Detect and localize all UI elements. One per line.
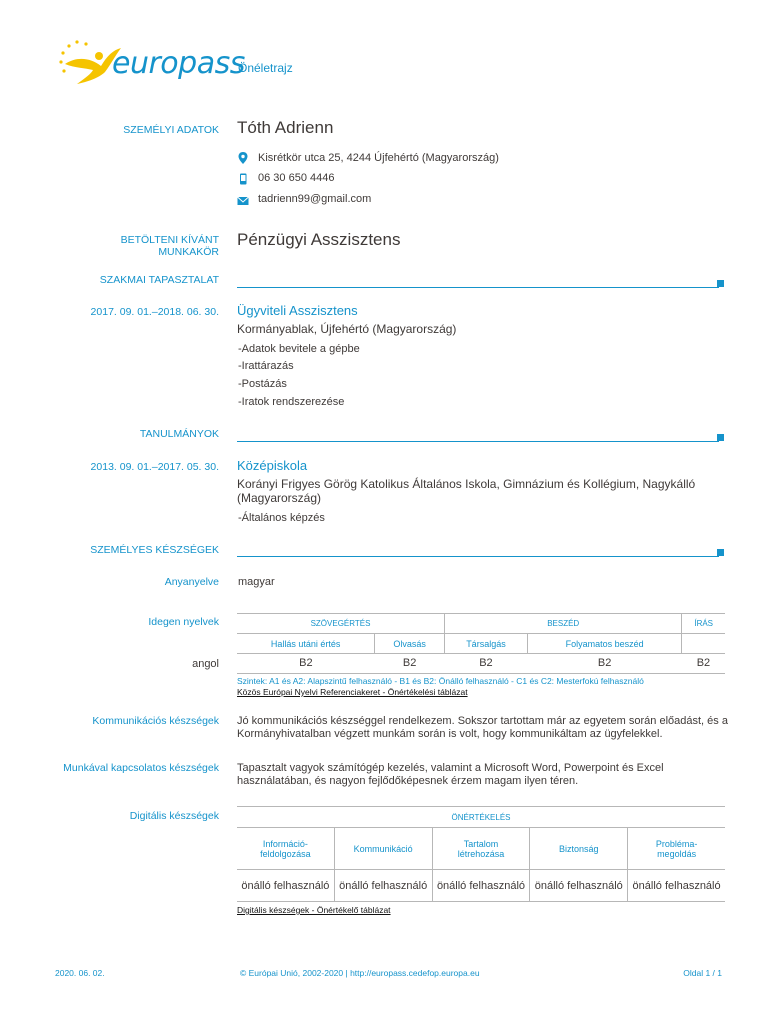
person-name: Tóth Adrienn [237, 118, 334, 137]
digital-level: önálló felhasználó [334, 870, 432, 902]
lang-subheader: Olvasás [375, 634, 445, 654]
experience-section-marker [717, 280, 724, 287]
education-school-line2: (Magyarország) [237, 491, 322, 505]
digital-column-header-line1: Probléma- [655, 838, 698, 849]
experience-item: -Irattárazás [238, 360, 294, 372]
digital-skills-link[interactable]: Digitális készségek - Önértékelő táblázat [237, 905, 391, 915]
europass-logo [55, 38, 245, 88]
lang-header-writing: ÍRÁS [682, 614, 725, 634]
experience-position: Ügyviteli Asszisztens [237, 303, 358, 318]
job-skills-text-line2: használatában, és nagyon fejlődőképesnek érzem magam ilyen téren. [237, 775, 579, 787]
experience-employer: Kormányablak, Újfehértó (Magyarország) [237, 322, 457, 336]
digital-column-header-line2: megoldás [657, 848, 697, 859]
lang-subheader: Folyamatos beszéd [527, 634, 682, 654]
digital-column-header [334, 828, 432, 870]
mobile-phone-icon [237, 173, 249, 185]
digital-column-header-line1: Biztonság [559, 843, 599, 854]
communication-skills-label: Kommunikációs készségek [92, 715, 219, 727]
language-skills-table [237, 613, 725, 672]
footer-page-number: Oldal 1 / 1 [683, 968, 722, 978]
digital-column-header-line1: Kommunikáció [353, 843, 413, 854]
lang-subheader: Társalgás [445, 634, 528, 654]
desired-job-label-line1: BETÖLTENI KÍVÁNT [120, 234, 219, 246]
personal-info-label: SZEMÉLYI ADATOK [123, 124, 219, 136]
skills-section-marker [717, 549, 724, 556]
education-dates: 2013. 09. 01.–2017. 05. 30. [90, 461, 219, 473]
experience-item: -Iratok rendszerezése [238, 396, 345, 408]
digital-self-assessment-header: ÖNÉRTÉKELÉS [237, 807, 725, 828]
education-section-marker [717, 434, 724, 441]
footer-date: 2020. 06. 02. [55, 968, 105, 978]
experience-item: -Postázás [238, 378, 287, 390]
education-detail: -Általános képzés [238, 512, 325, 524]
desired-job-title: Pénzügyi Asszisztens [237, 230, 401, 249]
lang-level: B2 [696, 657, 711, 669]
experience-section-label: SZAKMAI TAPASZTALAT [99, 274, 219, 286]
education-school-line1: Korányi Frigyes Görög Katolikus Általános Iskola, Gimnázium és Kollégium, Nagykálló [237, 477, 696, 491]
language-levels-note: Szintek: A1 és A2: Alapszintű felhasználó - B1 és B2: Önálló felhasználó - C1 és C2: Mesterfokú felhasználó [237, 676, 644, 686]
skills-section-divider [237, 556, 719, 557]
digital-column-header [628, 828, 725, 870]
digital-column-header-line2: létrehozása [457, 848, 505, 859]
lang-subheader: Hallás utáni értés [237, 634, 375, 654]
lang-level: B2 [597, 657, 612, 669]
location-pin-icon [237, 152, 249, 164]
lang-level: B2 [299, 657, 313, 669]
address-text: Kisrétkör utca 25, 4244 Újfehértó (Magyarország) [258, 152, 499, 164]
language-name: angol [192, 658, 219, 670]
digital-level: önálló felhasználó [237, 870, 334, 902]
cefr-link[interactable]: Közös Európai Nyelvi Referenciakeret - Önértékelési táblázat [237, 687, 468, 697]
education-title: Középiskola [237, 458, 308, 473]
digital-column-header-line1: Információ- [262, 838, 308, 849]
logo-wordmark: europass [112, 46, 245, 81]
document-type: Önéletrajz [238, 61, 293, 75]
digital-column-header [432, 828, 530, 870]
digital-level: önálló felhasználó [530, 870, 628, 902]
lang-header-speaking: BESZÉD [445, 614, 682, 634]
lang-table-bottom-line [237, 673, 725, 674]
skills-section-label: SZEMÉLYES KÉSZSÉGEK [90, 544, 219, 556]
communication-skills-text-line1: Jó kommunikációs készséggel rendelkezem. Sokszor tartottam már az egyetem során előadást, és a [237, 715, 728, 727]
digital-column-header [530, 828, 628, 870]
digital-level: önálló felhasználó [432, 870, 530, 902]
digital-column-header [237, 828, 334, 870]
communication-skills-text-line2: Kormányhivatalban végzett munkám során is volt, hogy kommunikáltam az ügyfelekkel. [237, 728, 663, 740]
lang-subheader-empty [682, 634, 725, 654]
foreign-languages-label: Idegen nyelvek [148, 616, 219, 628]
email-envelope-icon [237, 195, 249, 207]
digital-skills-label: Digitális készségek [129, 810, 219, 822]
mother-tongue-value: magyar [238, 576, 275, 588]
desired-job-label [121, 234, 219, 258]
digital-column-header-line1: Tartalom [463, 838, 499, 849]
education-section-label: TANULMÁNYOK [139, 428, 219, 440]
footer-copyright: © Európai Unió, 2002-2020 | http://europass.cedefop.europa.eu [240, 968, 480, 978]
digital-level: önálló felhasználó [628, 870, 725, 902]
phone-text: 06 30 650 4446 [258, 172, 335, 184]
job-skills-label: Munkával kapcsolatos készségek [63, 762, 219, 774]
desired-job-label-line2: MUNKAKÖR [158, 246, 219, 258]
education-section-divider [237, 441, 719, 442]
experience-dates: 2017. 09. 01.–2018. 06. 30. [90, 306, 219, 318]
lang-header-understanding: SZÖVEGÉRTÉS [237, 614, 445, 634]
experience-item: -Adatok bevitele a gépbe [238, 343, 360, 355]
lang-level: B2 [479, 657, 493, 669]
lang-level: B2 [402, 657, 417, 669]
digital-skills-table [237, 806, 725, 902]
job-skills-text-line1: Tapasztalt vagyok számítógép kezelés, valamint a Microsoft Word, Powerpoint és Excel [237, 762, 664, 774]
mother-tongue-label: Anyanyelve [164, 576, 219, 588]
email-link[interactable]: tadrienn99@gmail.com [258, 193, 372, 205]
experience-section-divider [237, 287, 719, 288]
digital-column-header-line2: feldolgozása [260, 848, 311, 859]
